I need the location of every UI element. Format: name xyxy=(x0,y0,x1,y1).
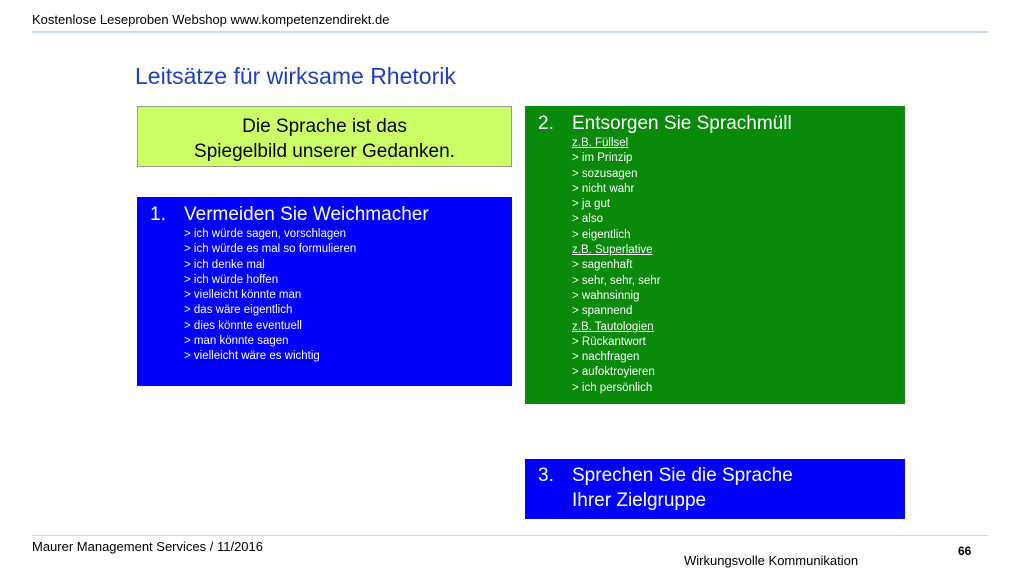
list-subheading: z.B. Füllsel xyxy=(572,137,629,149)
list-item: > eigentlich xyxy=(572,228,631,241)
list-item: > sagenhaft xyxy=(572,259,633,272)
point-1-number: 1. xyxy=(150,204,166,225)
list-item: > also xyxy=(572,213,604,226)
list-item: > sozusagen xyxy=(572,167,638,180)
list-item: > nicht wahr xyxy=(572,182,635,195)
list-item: > das wäre eigentlich xyxy=(184,304,293,317)
point-2-heading: Entsorgen Sie Sprachmüll xyxy=(572,113,792,134)
point-1-heading: Vermeiden Sie Weichmacher xyxy=(184,204,429,225)
list-subheading: z.B. Tautologien xyxy=(572,320,654,333)
point-3-number: 3. xyxy=(538,465,554,486)
list-item: > Rückantwort xyxy=(572,335,646,348)
point-1-box xyxy=(137,197,512,386)
point-1-list xyxy=(137,227,512,365)
list-item: > ich würde hoffen xyxy=(184,273,279,286)
page-title: Leitsätze für wirksame Rhetorik xyxy=(135,63,456,89)
list-item: > aufoktroyieren xyxy=(572,366,655,379)
quote-box xyxy=(137,106,512,167)
list-item: > sehr, sehr, sehr xyxy=(572,274,661,287)
list-item: > vielleicht könnte man xyxy=(184,289,302,302)
list-item: > ich persönlich xyxy=(572,381,653,394)
quote-line-1: Die Sprache ist das xyxy=(242,116,407,137)
point-2-box xyxy=(525,106,905,404)
list-item: > man könnte sagen xyxy=(184,335,289,348)
list-item: > ich würde es mal so formulieren xyxy=(184,243,357,256)
point-3-heading-line-1: Sprechen Sie die Sprache xyxy=(572,465,793,486)
header-text: Kostenlose Leseproben Webshop www.kompetenzendirekt.de xyxy=(32,12,390,27)
header-divider xyxy=(32,31,988,33)
list-item: > wahnsinnig xyxy=(572,289,640,302)
list-item: > ja gut xyxy=(572,198,611,211)
list-subheading: z.B. Superlative xyxy=(572,244,653,257)
list-item: > dies könnte eventuell xyxy=(184,319,302,332)
list-item: > ich denke mal xyxy=(184,258,265,271)
list-item: > nachfragen xyxy=(572,351,640,364)
list-item: > vielleicht wäre es wichtig xyxy=(184,350,320,363)
footer-subtitle: Wirkungsvolle Kommunikation xyxy=(684,553,859,568)
page-number: 66 xyxy=(958,544,972,558)
point-2-list xyxy=(525,136,905,396)
quote-line-2: Spiegelbild unserer Gedanken. xyxy=(194,141,455,162)
footer-divider xyxy=(32,535,988,536)
point-2-number: 2. xyxy=(538,113,554,134)
list-item: > spannend xyxy=(572,305,633,318)
footer-left: Maurer Management Services / 11/2016 xyxy=(32,539,263,554)
list-item: > im Prinzip xyxy=(572,152,633,165)
point-3-heading-line-2: Ihrer Zielgruppe xyxy=(572,490,707,511)
point-3-box xyxy=(525,459,905,519)
list-item: > ich würde sagen, vorschlagen xyxy=(184,228,347,240)
